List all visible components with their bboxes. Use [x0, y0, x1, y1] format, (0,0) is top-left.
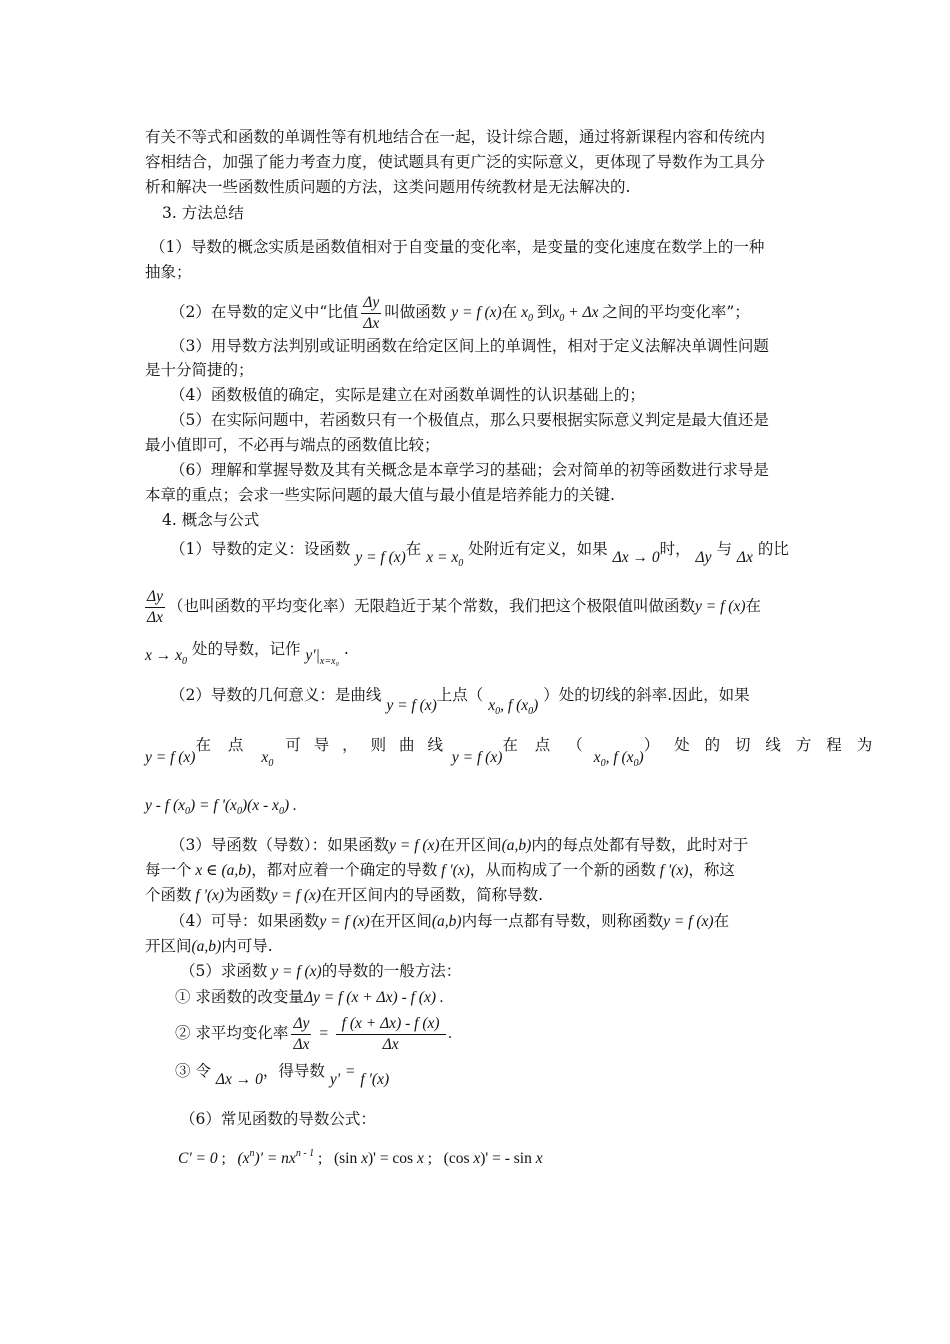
intro-line-2: 容相结合，加强了能力考查力度，使试题具有更广泛的实际意义，更体现了导数作为工具分: [145, 153, 766, 171]
formula-y-eq-fx: y = f (x): [386, 697, 437, 714]
definition-1-text-b: 在: [405, 540, 422, 558]
formula-y-eq-fx: y = f (x): [695, 598, 746, 615]
formula-dx-to-0: Δx → 0: [612, 549, 660, 566]
formula-sin-derivative: (sin x)' = cos x: [333, 1150, 424, 1167]
formula-tangent-line: y - f $(x_0) = f$ '$(x_0)(x - x_0)$ .: [145, 797, 297, 817]
formula-point-x0-fx0: $x_0$, f $(x_0)$: [593, 749, 644, 769]
definition-3-text-a: （3）导函数（导数）：如果函数: [170, 836, 390, 854]
definition-6-line: （6）常见函数的导数公式：: [180, 1110, 376, 1128]
formula-x-to-x0: $x \to x_0$: [145, 647, 188, 667]
ratio-fraction: $\frac{\Delta y}{\Delta x}$: [363, 293, 380, 332]
method-item-5-line-1: （5）在实际问题中，若函数只有一个极值点，那么只要根据实际意义判定是最大值还是: [170, 411, 769, 429]
method-item-3-line-1: （3）用导数方法判别或证明函数在给定区间上的单调性，相对于定义法解决单调性问题: [170, 337, 769, 355]
formula-y-eq-fx: y = f (x): [270, 887, 322, 904]
definition-1-text-c: 处附近有定义，如果: [468, 540, 608, 558]
difference-quotient-fraction: $\frac{f (x + \Delta x) - f (x)}{\Delta x}$: [336, 1014, 446, 1055]
step-1-text: ① 求函数的改变量: [175, 988, 304, 1006]
formula-dx: Δx: [736, 549, 753, 566]
definition-2-line-1: [170, 684, 835, 720]
method-item-2-text-e: 之间的平均变化率”；: [602, 303, 750, 321]
definition-4-text-a: （4）可导：如果函数: [170, 912, 320, 930]
definition-5-line: [180, 960, 845, 983]
formula-x-eq-x0: $x = x_0$: [426, 549, 464, 569]
definition-2-line-2: [145, 734, 878, 774]
formula-dx-to-0: Δx → 0: [215, 1071, 263, 1088]
formula-cos-derivative: (cos x)' = - sin x: [443, 1150, 543, 1167]
derivative-formulas: C' = 0 ; $(x^n)' = nx^{n - 1}$ ; (sin x)' = cos x ; (cos x)' = - sin x: [178, 1148, 543, 1167]
definition-3-line-1: [170, 834, 835, 857]
definition-1-text-a: （1）导数的定义：设函数: [170, 540, 351, 558]
step-2-text: ② 求平均变化率: [175, 1024, 289, 1042]
definition-3-text-j: 在开区间内的导函数，简称导数.: [321, 886, 544, 904]
definition-1-text-f: 的比: [757, 540, 789, 558]
formula-y-eq-fx: y = f (x): [663, 913, 714, 930]
formula-power-derivative: $(x^n)' = nx^{n - 1}$: [237, 1148, 315, 1167]
definition-4-text-d: 在: [713, 912, 730, 930]
formula-y-eq-fx: y = f (x): [451, 304, 502, 321]
intro-line-1: 有关不等式和函数的单调性等有机地结合在一起，设计综合题，通过将新课程内容和传统内: [145, 128, 766, 146]
formula-y-prime-at-x0: $y'|_{x=x_0}$: [305, 647, 339, 667]
formula-equals: =: [344, 1063, 356, 1080]
definition-3-text-g: ，称这: [688, 861, 735, 879]
formula-y-prime: y': [329, 1071, 341, 1088]
method-item-1-line-1: （1）导数的概念实质是函数值相对于自变量的变化率，是变量的变化速度在数学上的一种: [150, 238, 765, 256]
definition-1-text-i: 处的导数，记作: [191, 640, 301, 658]
method-item-3-line-2: 是十分简捷的；: [145, 361, 254, 379]
formula-y-eq-fx: y = f (x): [145, 749, 196, 766]
definition-1-text-e: 与: [716, 540, 732, 558]
definition-4-text-f: 内可导.: [221, 937, 273, 955]
formula-y-eq-fx: y = f (x): [389, 837, 440, 854]
section-3-heading: 3. 方法总结: [162, 204, 244, 222]
intro-line-3: 析和解决一些函数性质问题的方法，这类问题用传统教材是无法解决的.: [145, 178, 631, 196]
step-3-text-b: ，得导数: [262, 1062, 325, 1080]
method-item-2-text-c: 在: [501, 303, 518, 321]
method-item-2-text-b: 叫做函数: [384, 303, 447, 321]
formula-f-prime-x: f '(x): [437, 862, 470, 879]
definition-1-text-h: 在: [745, 597, 762, 615]
formula-y-eq-fx: y = f (x): [267, 963, 322, 980]
definition-1-text-d: 时，: [659, 540, 691, 558]
step-1: [175, 986, 840, 1009]
formula-point-x0-fx0: $x_0$, f $(x_0)$: [488, 697, 539, 717]
definition-4-text-c: 内每一点都有导数，则称函数: [461, 912, 664, 930]
formula-x-in-ab: x ∈ (a,b): [191, 862, 252, 879]
formula-interval-ab: (a,b): [191, 938, 222, 955]
definition-3-line-2: [145, 859, 810, 882]
definition-2-text-c: ）处的切线的斜率.因此，如果: [543, 686, 750, 704]
definition-5-text-b: 的导数的一般方法：: [321, 962, 462, 980]
section-4-heading: 4. 概念与公式: [162, 511, 260, 529]
dy-over-dx-fraction: $\frac{\Delta y}{\Delta x}$: [147, 587, 163, 626]
formula-x0: $x_0$: [517, 304, 534, 324]
formula-constant-derivative: C' = 0: [178, 1150, 218, 1167]
method-item-2-text-a: （2）在导数的定义中“比值: [170, 303, 359, 321]
definition-1-line-1: [170, 534, 835, 568]
formula-x0: $x_0$: [261, 749, 274, 769]
method-item-2-text-d: 到: [536, 303, 553, 321]
formula-interval-ab: (a,b): [431, 913, 462, 930]
formula-dy: Δy: [695, 549, 712, 566]
formula-f-prime-x: f ′(x): [360, 1071, 390, 1088]
definition-1-line-2: [145, 584, 810, 628]
dy-over-dx-fraction: $\frac{\Delta y}{\Delta x}$: [293, 1014, 310, 1053]
definition-2-text-d: 在 点: [195, 736, 250, 754]
definition-2-text-a: （2）导数的几何意义：是曲线: [170, 686, 382, 704]
method-item-2: [170, 290, 835, 334]
formula-y-eq-fx: y = f (x): [451, 749, 503, 766]
method-item-5-line-2: 最小值即可，不必再与端点的函数值比较；: [145, 436, 440, 454]
formula-y-eq-fx: y = f (x): [355, 549, 406, 566]
method-item-1-line-2: 抽象；: [145, 263, 192, 281]
definition-2-text-g: ） 处 的 切 线 方 程 为: [643, 736, 878, 754]
formula-x0-plus-dx: $x_0 + \Delta x$: [552, 304, 603, 324]
formula-y-eq-fx: y = f (x): [319, 913, 370, 930]
step-3: [175, 1060, 840, 1094]
formula-f-prime-x: f '(x): [191, 887, 225, 904]
definition-5-text-a: （5）求函数: [180, 962, 268, 980]
method-item-6-line-2: 本章的重点；会求一些实际问题的最大值与最小值是培养能力的关键.: [145, 486, 615, 504]
definition-4-line-1: [170, 910, 835, 933]
definition-4-text-e: 开区间: [145, 937, 192, 955]
definition-1-line-3: [145, 638, 810, 668]
definition-3-line-3: [145, 884, 810, 907]
step-3-text-a: ③ 令: [175, 1062, 211, 1080]
definition-3-text-i: 为函数: [224, 886, 271, 904]
formula-interval-ab: (a,b): [501, 837, 532, 854]
definition-2-text-e: 可 导 ， 则 曲 线: [285, 736, 447, 754]
method-item-6-line-1: （6）理解和掌握导数及其有关概念是本章学习的基础；会对简单的初等函数进行求导是: [170, 461, 769, 479]
step-2: ② 求平均变化率 $\frac{\Delta y}{\Delta x}$ = $\frac{f (x + \Delta x) - f (x)}{\Delta x}$ .: [175, 1014, 453, 1053]
definition-1-text-j: .: [343, 640, 349, 658]
definition-2-text-b: 上点（: [436, 686, 484, 704]
definition-4-text-b: 在开区间: [369, 912, 432, 930]
definition-4-line-2: [145, 935, 810, 958]
formula-f-prime-x: f '(x): [655, 862, 689, 879]
method-item-4: （4）函数极值的确定，实际是建立在对函数单调性的认识基础上的；: [170, 386, 645, 404]
definition-3-text-b: 在开区间: [439, 836, 502, 854]
definition-1-text-g: （也叫函数的平均变化率）无限趋近于某个常数，我们把这个极限值叫做函数: [168, 597, 696, 615]
definition-3-text-e: ，都对应着一个确定的导数: [251, 861, 438, 879]
definition-2-text-f: 在 点 （: [502, 736, 589, 754]
definition-3-text-c: 内的每点处都有导数，此时对于: [531, 836, 749, 854]
definition-3-text-d: 每一个: [145, 861, 192, 879]
definition-3-text-h: 个函数: [145, 886, 192, 904]
definition-3-text-f: ，从而构成了一个新的函数: [469, 861, 656, 879]
formula-delta-y: Δy = f (x + Δx) - f (x) .: [303, 989, 444, 1006]
tangent-line-equation: [145, 794, 810, 819]
